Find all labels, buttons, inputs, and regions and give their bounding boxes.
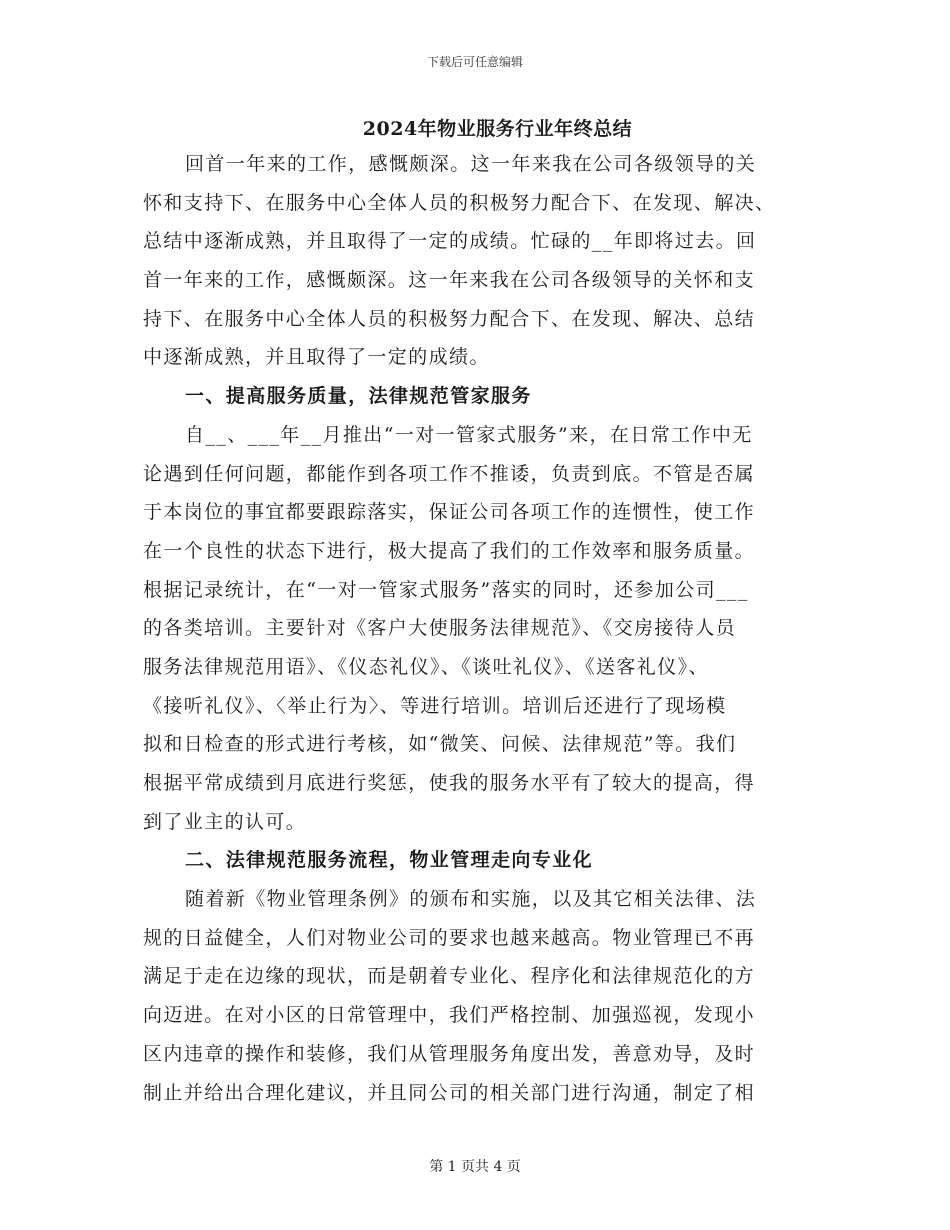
text-line: 《接听礼仪》、〈举止行为〉、等进行培训。培训后还进行了现场模 [143,694,727,717]
text-line: 向迈进。在对小区的日常管理中，我们严格控制、加强巡视，发现小 [143,1004,756,1027]
text-line: 区内违章的操作和装修，我们从管理服务角度出发，善意劝导，及时 [143,1042,756,1065]
page-footer: 第 1 页共 4 页 [429,1159,521,1175]
text-line: 满足于走在边缘的现状，而是朝着专业化、程序化和法律规范化的方 [143,965,756,988]
section-heading: 二、法律规范服务流程，物业管理走向专业化 [185,849,594,872]
section-heading: 一、提高服务质量，法律规范管家服务 [185,385,532,408]
text-line: 在一个良性的状态下进行，极大提高了我们的工作效率和服务质量。 [143,539,756,562]
text-line: 到了业主的认可。 [143,810,307,833]
text-line: 规的日益健全，人们对物业公司的要求也越来越高。物业管理已不再 [143,926,756,949]
text-line: 制止并给出合理化建议，并且同公司的相关部门进行沟通，制定了相 [143,1081,756,1104]
text-line: 的各类培训。主要针对《客户大使服务法律规范》、《交房接待人员 [143,617,737,640]
text-line: 持下、在服务中心全体人员的积极努力配合下、在发现、解决、总结 [143,307,756,330]
text-line: 怀和支持下、在服务中心全体人员的积极努力配合下、在发现、解决、 [143,191,776,214]
document-title: 2024年物业服务行业年终总结 [362,118,633,140]
text-line: 于本岗位的事宜都要跟踪落实，保证公司各项工作的连惯性，使工作 [143,501,756,524]
text-line: 中逐渐成熟，并且取得了一定的成绩。 [143,346,490,369]
text-line: 总结中逐渐成熟，并且取得了一定的成绩。忙碌的__年即将过去。回 [143,230,757,253]
text-line: 随着新《物业管理条例》的颁布和实施，以及其它相关法律、法 [185,888,757,911]
text-line: 服务法律规范用语》、《仪态礼仪》、《谈吐礼仪》、《送客礼仪》、 [143,655,709,678]
text-line: 根据平常成绩到月底进行奖惩，使我的服务水平有了较大的提高，得 [143,772,756,794]
document-body [143,145,810,1112]
text-line: 回首一年来的工作，感慨颇深。这一年来我在公司各级领导的关 [185,153,757,175]
text-line: 拟和日检查的形式进行考核，如“微笑、问候、法律规范”等。我们 [143,733,737,756]
text-line: 首一年来的工作，感慨颇深。这一年来我在公司各级领导的关怀和支 [143,269,756,292]
text-line: 论遇到任何问题，都能作到各项工作不推诿，负责到底。不管是否属 [143,462,756,485]
text-line: 根据记录统计，在“一对一管家式服务”落实的同时，还参加公司___ [143,578,749,601]
text-line: 自__、___年__月推出“一对一管家式服务”来，在日常工作中无 [185,423,753,446]
header-note: 下载后可任意编辑 [426,55,523,69]
